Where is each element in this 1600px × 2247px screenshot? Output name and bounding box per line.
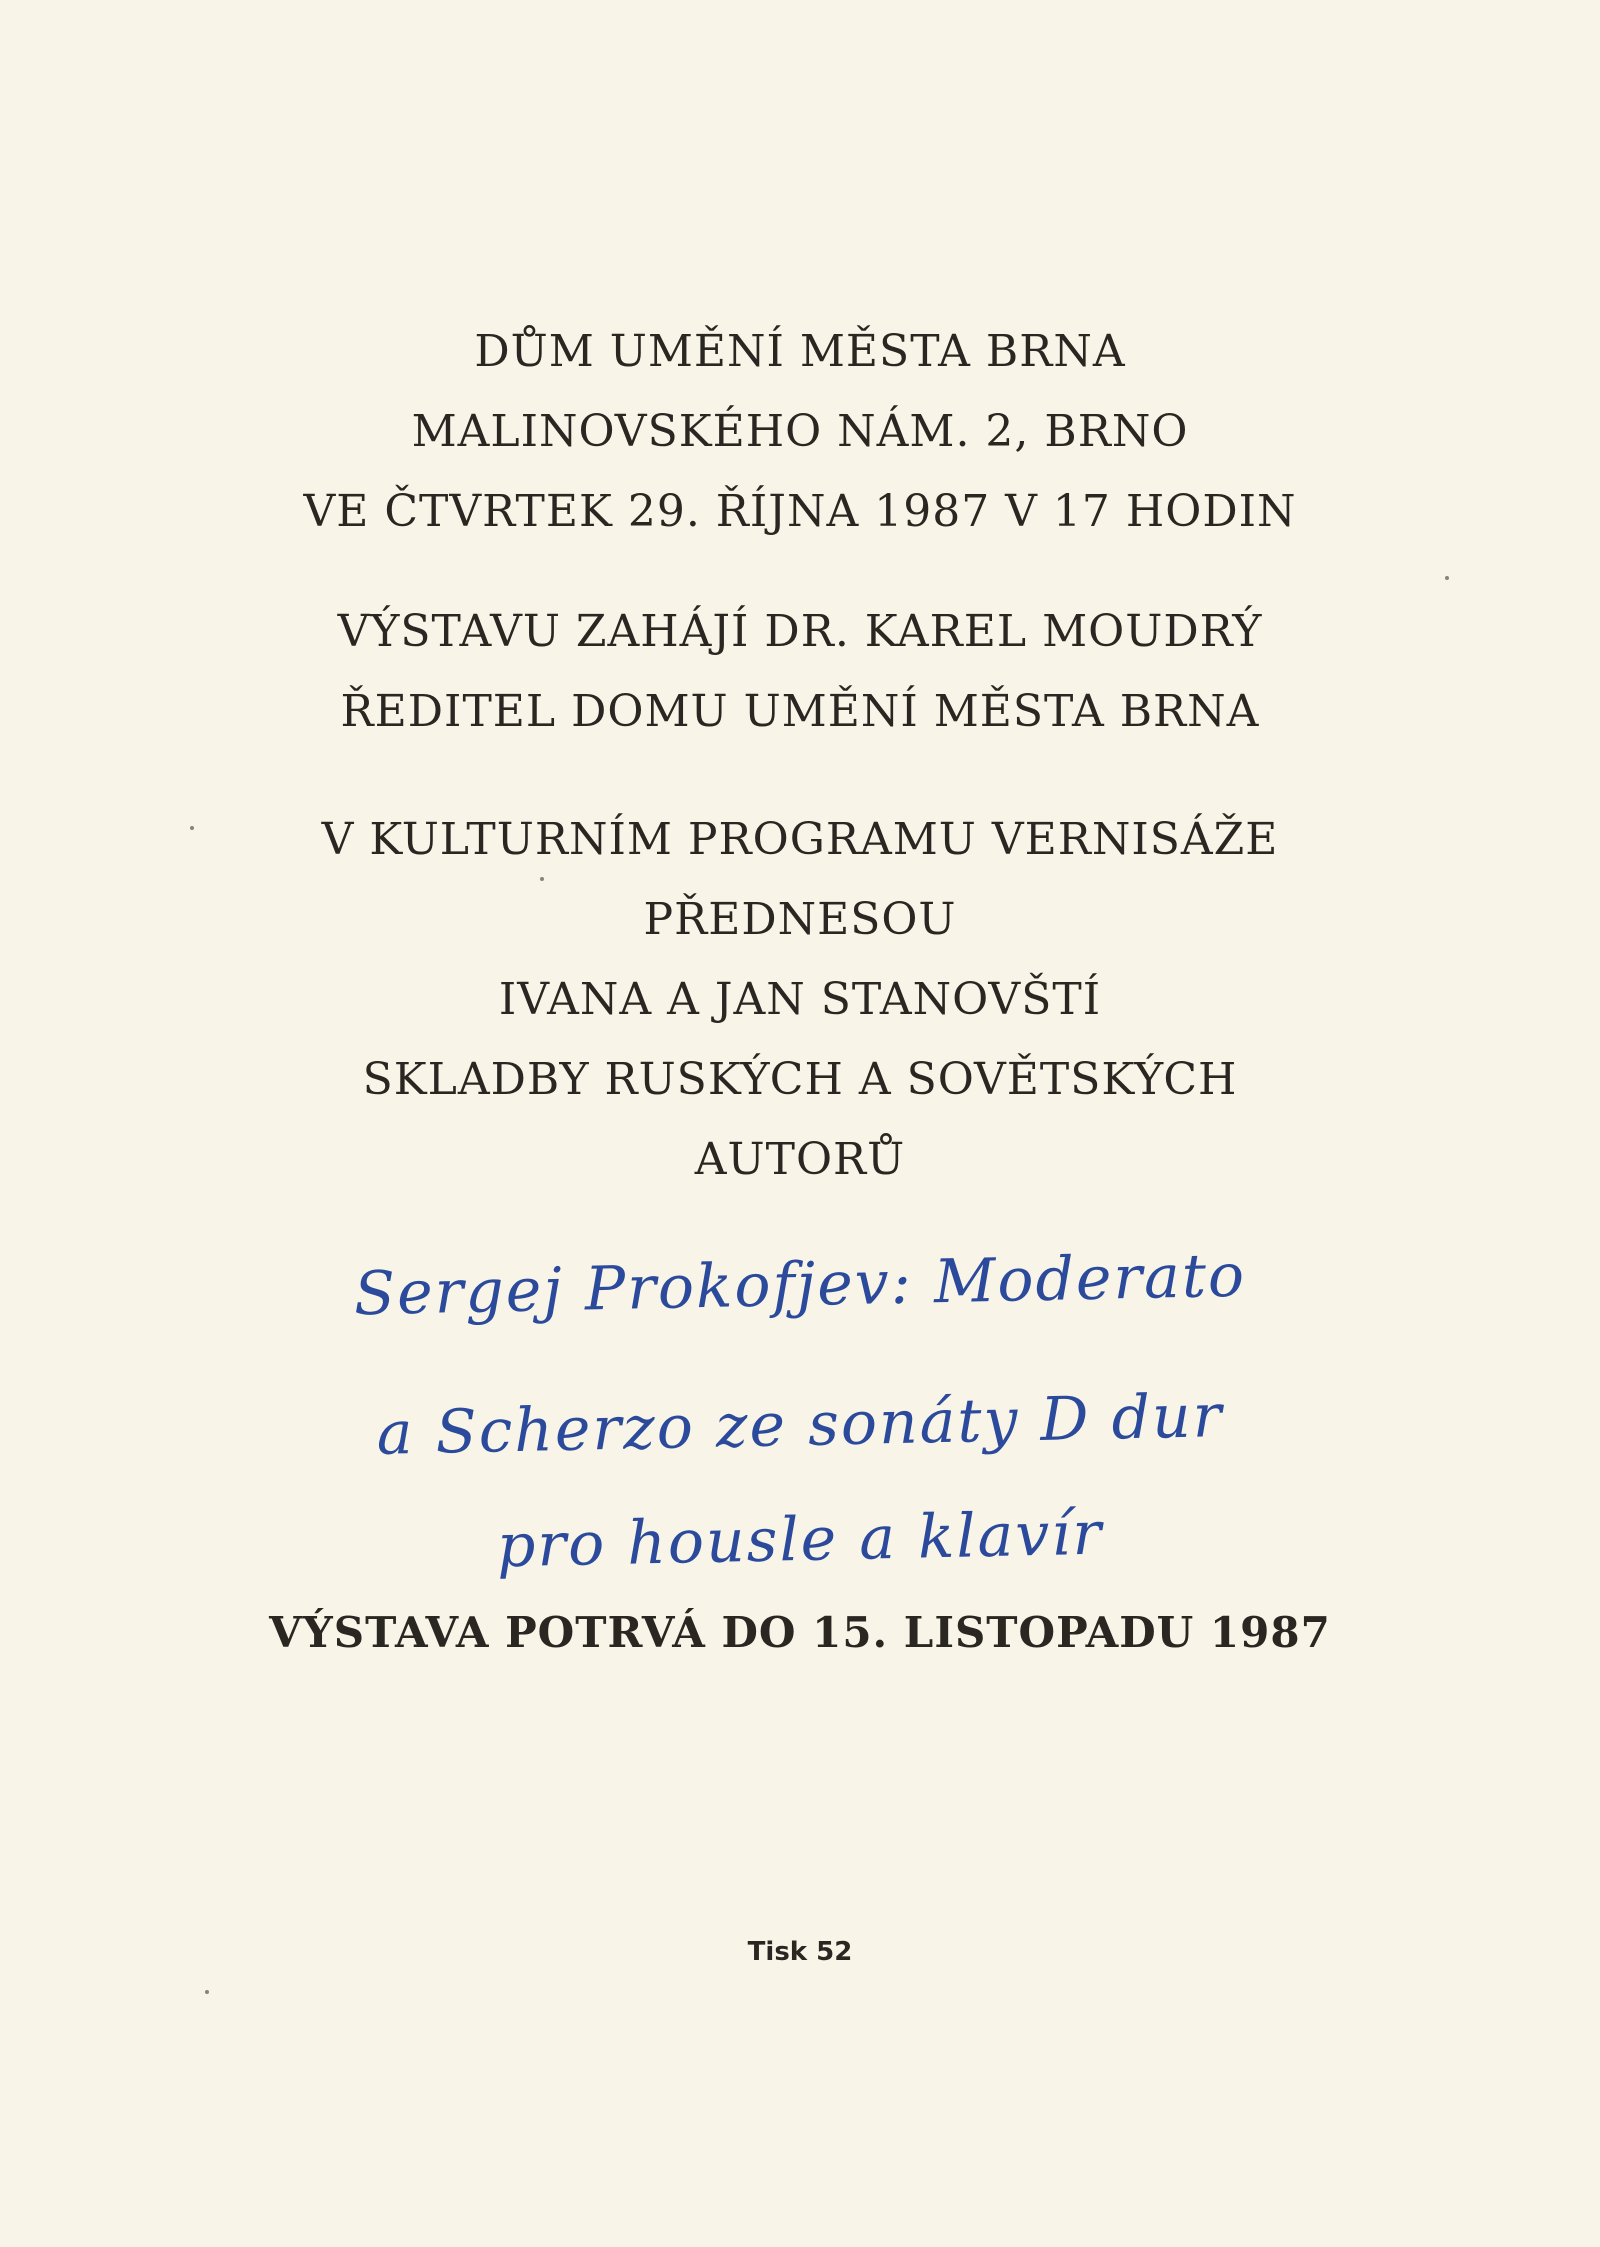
paper-speck — [190, 826, 194, 830]
program-line: V KULTURNÍM PROGRAMU VERNISÁŽE — [321, 814, 1279, 865]
exhibition-duration: VÝSTAVA POTRVÁ DO 15. LISTOPADU 1987 — [269, 1608, 1331, 1657]
handwritten-note-line: a Scherzo ze sonáty D dur — [376, 1381, 1224, 1469]
program-line: IVANA A JAN STANOVŠTÍ — [498, 974, 1102, 1025]
paper-speck — [540, 877, 544, 881]
print-mark: Tisk 52 — [747, 1937, 853, 1967]
handwritten-note-line: pro housle a klavír — [496, 1498, 1104, 1582]
venue-line: VE ČTVRTEK 29. ŘÍJNA 1987 V 17 HODIN — [303, 486, 1297, 537]
venue-line: DŮM UMĚNÍ MĚSTA BRNA — [474, 326, 1126, 377]
program-line: PŘEDNESOU — [643, 894, 957, 945]
program-line: AUTORŮ — [694, 1134, 906, 1185]
handwritten-note-line: Sergej Prokofjev: Moderato — [353, 1240, 1247, 1330]
paper-speck — [1445, 576, 1449, 580]
opening-line: ŘEDITEL DOMU UMĚNÍ MĚSTA BRNA — [340, 686, 1260, 737]
program-line: SKLADBY RUSKÝCH A SOVĚTSKÝCH — [362, 1054, 1238, 1105]
venue-line: MALINOVSKÉHO NÁM. 2, BRNO — [411, 406, 1189, 457]
paper-speck — [205, 1990, 209, 1994]
opening-line: VÝSTAVU ZAHÁJÍ DR. KAREL MOUDRÝ — [337, 606, 1263, 657]
